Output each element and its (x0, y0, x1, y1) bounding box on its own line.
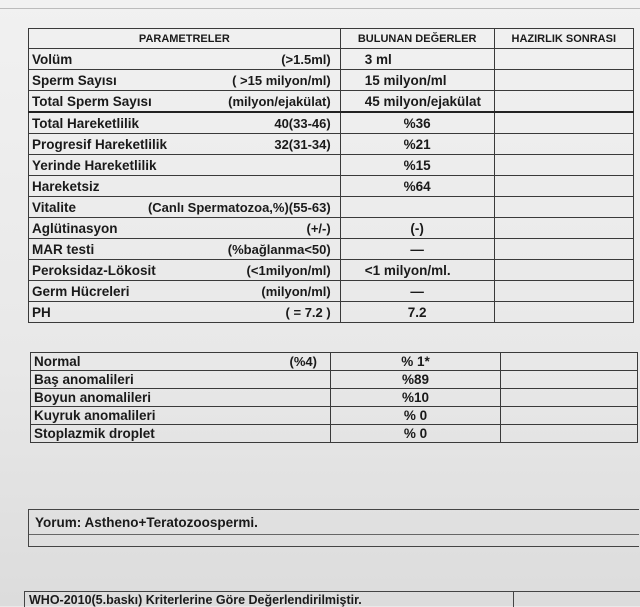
morphology-name: Boyun anomalileri (34, 390, 152, 405)
morphology-cell (31, 425, 331, 443)
after-preparation-value (494, 218, 633, 239)
after-preparation-value (494, 70, 633, 91)
found-value: 3 ml (340, 49, 494, 70)
after-preparation-value (494, 197, 633, 218)
parameter-cell (29, 218, 341, 239)
parameter-cell (29, 134, 341, 155)
top-divider (0, 8, 640, 9)
table-row (29, 112, 634, 134)
after-preparation-value (494, 281, 633, 302)
morphology-value: % 1* (331, 353, 501, 371)
morphology-name: Baş anomalileri (34, 372, 134, 387)
found-value (340, 197, 494, 218)
after-preparation-value (494, 134, 633, 155)
parameter-cell (29, 239, 341, 260)
footer-divider (513, 592, 514, 607)
after-preparation-value (494, 155, 633, 176)
table-row (31, 407, 638, 425)
semen-parameters-table (28, 28, 634, 323)
empty-cell (501, 425, 638, 443)
reference-range: 40(33-46) (274, 115, 331, 131)
table-row (29, 70, 634, 91)
found-value: %36 (340, 112, 494, 134)
parameter-name: MAR testi (32, 241, 95, 257)
after-preparation-value (494, 91, 633, 113)
reference-range: ( = 7.2 ) (285, 304, 331, 320)
parameter-cell (29, 70, 341, 91)
comment-underline (29, 534, 639, 535)
parameter-name: Hareketsiz (32, 178, 100, 194)
parameter-name: Yerinde Hareketlilik (32, 157, 157, 173)
parameter-name: Germ Hücreleri (32, 283, 130, 299)
morphology-name: Kuyruk anomalileri (34, 408, 156, 423)
found-value: <1 milyon/ml. (340, 260, 494, 281)
after-preparation-value (494, 176, 633, 197)
empty-cell (501, 371, 638, 389)
parameter-cell (29, 197, 341, 218)
parameter-name: Aglütinasyon (32, 220, 118, 236)
reference-range: (Canlı Spermatozoa,%)(55-63) (147, 199, 331, 215)
found-value: (-) (340, 218, 494, 239)
table-row (29, 281, 634, 302)
parameter-cell (29, 302, 341, 323)
after-preparation-value (494, 302, 633, 323)
found-value: 7.2 (340, 302, 494, 323)
reference-range: (%4) (289, 354, 317, 369)
parameter-cell (29, 49, 341, 70)
reference-range: (%bağlanma<50) (227, 241, 331, 257)
parameter-name: Progresif Hareketlilik (32, 136, 168, 152)
empty-cell (501, 407, 638, 425)
morphology-cell (31, 353, 331, 371)
table-header-row (29, 29, 634, 49)
table-row (29, 134, 634, 155)
parameter-cell (29, 281, 341, 302)
header-after-preparation: HAZIRLIK SONRASI (494, 29, 633, 49)
morphology-cell (31, 371, 331, 389)
table-row (29, 49, 634, 70)
parameter-cell (29, 91, 341, 113)
reference-range: 32(31-34) (274, 136, 331, 152)
parameter-name: Peroksidaz-Lökosit (32, 262, 156, 278)
parameter-cell (29, 176, 341, 197)
parameter-name: Volüm (32, 51, 73, 67)
parameter-name: Total Hareketlilik (32, 115, 140, 131)
morphology-cell (31, 407, 331, 425)
after-preparation-value (494, 239, 633, 260)
footer-box (24, 591, 640, 607)
comment-box (28, 509, 639, 547)
morphology-name: Normal (34, 354, 81, 369)
table-row (29, 302, 634, 323)
found-value: %21 (340, 134, 494, 155)
found-value: 15 milyon/ml (340, 70, 494, 91)
found-value: — (340, 281, 494, 302)
footer-text: WHO-2010(5.baskı) Kriterlerine Göre Değerlendirilmiştir. (29, 593, 362, 607)
after-preparation-value (494, 260, 633, 281)
table-row (31, 425, 638, 443)
comment-text: Yorum: Astheno+Teratozoospermi. (35, 515, 258, 530)
table-row (29, 260, 634, 281)
parameter-name: PH (32, 304, 51, 320)
found-value: 45 milyon/ejakülat (340, 91, 494, 113)
reference-range: (>1.5ml) (281, 51, 331, 67)
parameter-cell (29, 260, 341, 281)
table-row (29, 239, 634, 260)
morphology-value: %89 (331, 371, 501, 389)
table-row (29, 197, 634, 218)
table-row (31, 353, 638, 371)
morphology-name: Stoplazmik droplet (34, 426, 155, 441)
table-row (29, 155, 634, 176)
morphology-cell (31, 389, 331, 407)
morphology-table (30, 352, 638, 443)
header-found-values: BULUNAN DEĞERLER (340, 29, 494, 49)
header-parameters: PARAMETRELER (29, 29, 341, 49)
morphology-value: % 0 (331, 407, 501, 425)
morphology-value: %10 (331, 389, 501, 407)
empty-cell (501, 389, 638, 407)
reference-range: (+/-) (306, 220, 331, 236)
morphology-value: % 0 (331, 425, 501, 443)
after-preparation-value (494, 49, 633, 70)
table-row (31, 389, 638, 407)
parameter-name: Total Sperm Sayısı (32, 93, 152, 109)
found-value: %64 (340, 176, 494, 197)
after-preparation-value (494, 112, 633, 134)
parameter-cell (29, 155, 341, 176)
table-row (31, 371, 638, 389)
reference-range: (milyon/ml) (261, 283, 331, 299)
parameter-cell (29, 112, 341, 134)
parameter-name: Sperm Sayısı (32, 72, 117, 88)
empty-cell (501, 353, 638, 371)
table-row (29, 91, 634, 113)
reference-range: (milyon/ejakülat) (228, 93, 331, 109)
reference-range: ( >15 milyon/ml) (232, 72, 331, 88)
parameter-name: Vitalite (32, 199, 77, 215)
table-row (29, 176, 634, 197)
reference-range: (<1milyon/ml) (246, 262, 331, 278)
table-row (29, 218, 634, 239)
found-value: — (340, 239, 494, 260)
found-value: %15 (340, 155, 494, 176)
